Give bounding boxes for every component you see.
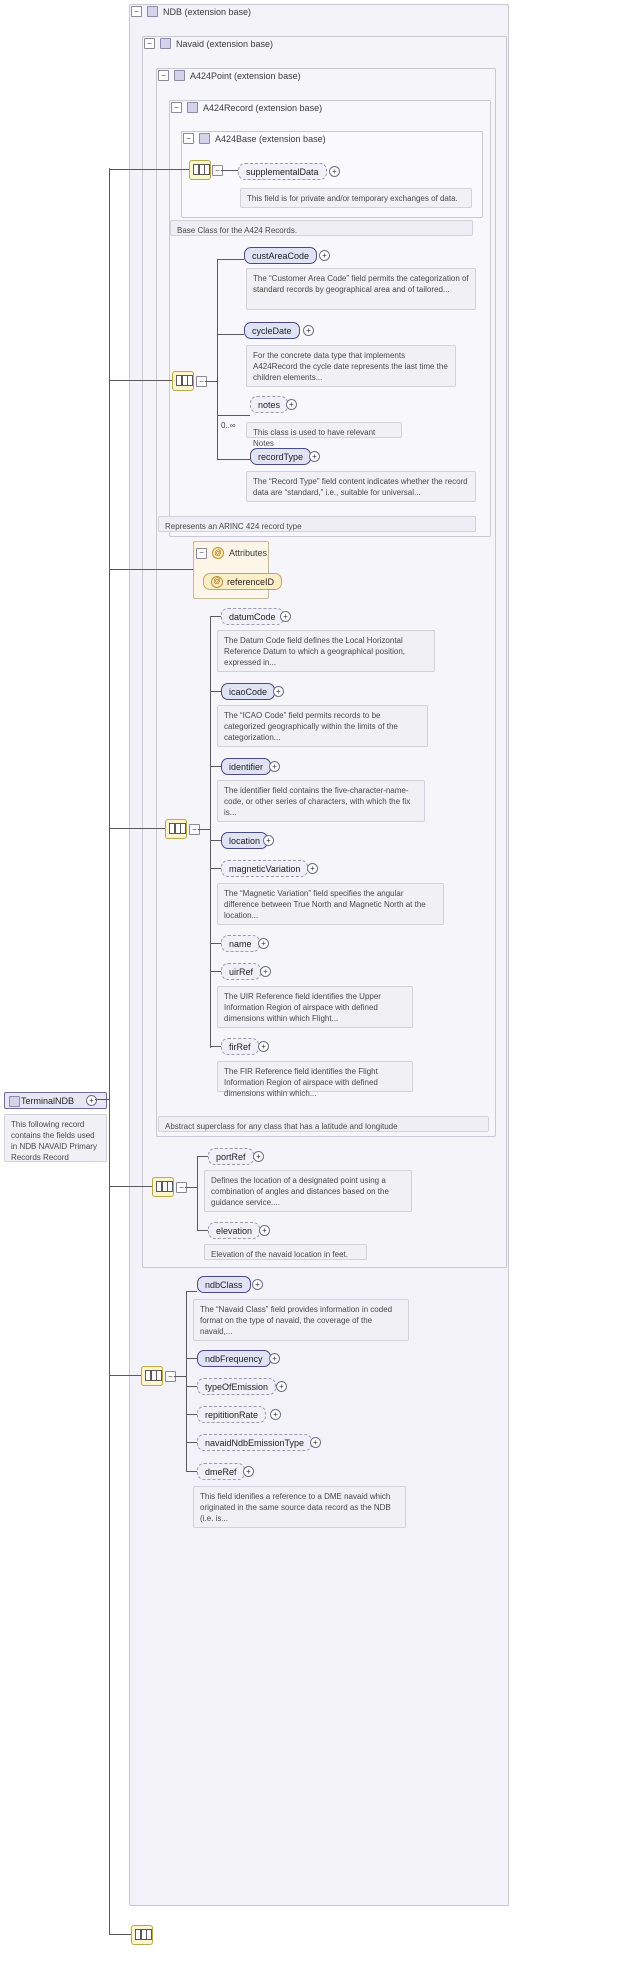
connector <box>109 828 165 829</box>
element-label: uirRef <box>229 966 254 977</box>
doc-firRef: The FIR Reference field identifies the Flight Information Region of airspace with defined dimensions within which... <box>217 1061 413 1092</box>
connector <box>174 1376 186 1377</box>
connector <box>217 415 250 416</box>
connector <box>221 170 238 171</box>
element-label: name <box>229 938 252 949</box>
doc-supplementalData: This field is for private and/or temporary exchanges of data. <box>240 188 472 208</box>
doc-custAreaCode: The “Customer Area Code” field permits the categorization of standard records by geographical area and of tailored... <box>246 268 476 310</box>
element-portRef[interactable] <box>208 1148 254 1165</box>
element-firRef[interactable] <box>221 1038 259 1055</box>
doc-ndbClass: The “Navaid Class” field provides information in coded format on the type of navaid, the coverage of the navaid,... <box>193 1299 409 1341</box>
connector <box>186 1358 197 1359</box>
connector <box>109 380 172 381</box>
expand-icon[interactable]: + <box>269 1353 280 1364</box>
type-icon <box>147 6 158 17</box>
root-label: TerminalNDB <box>21 1095 75 1106</box>
collapse-icon[interactable]: − <box>158 70 169 81</box>
sequence-icon-a424record[interactable] <box>172 371 194 391</box>
group-label: NDB (extension base) <box>163 6 252 17</box>
element-label: location <box>229 835 261 846</box>
sequence-icon-ndb[interactable] <box>141 1366 163 1386</box>
group-header-a424record <box>171 102 322 113</box>
element-label: ndbClass <box>205 1279 243 1290</box>
sequence-icon-bottom[interactable] <box>131 1925 153 1945</box>
expand-icon[interactable]: + <box>259 1225 270 1236</box>
connector <box>109 169 189 170</box>
collapse-icon[interactable]: − <box>196 376 207 387</box>
expand-icon[interactable]: + <box>263 835 274 846</box>
connector <box>210 943 221 944</box>
connector <box>197 1230 208 1231</box>
group-header-a424base <box>183 133 326 144</box>
expand-icon[interactable]: + <box>303 325 314 336</box>
element-label: custAreaCode <box>252 250 310 261</box>
element-datumCode[interactable] <box>221 608 284 625</box>
element-label: identifier <box>229 761 264 772</box>
collapse-icon[interactable]: − <box>131 6 142 17</box>
connector <box>95 1099 109 1100</box>
collapse-icon[interactable]: − <box>183 133 194 144</box>
expand-icon[interactable]: + <box>253 1151 264 1162</box>
collapse-icon[interactable]: − <box>196 548 207 559</box>
connector <box>197 1156 198 1230</box>
expand-icon[interactable]: + <box>243 1466 254 1477</box>
collapse-icon[interactable]: − <box>144 38 155 49</box>
element-identifier[interactable] <box>221 758 271 775</box>
type-icon <box>187 102 198 113</box>
sequence-icon-navaid[interactable] <box>152 1177 174 1197</box>
doc-recordType: The “Record Type” field content indicates whether the record data are “standard,” i.e., suitable for universal... <box>246 471 476 502</box>
type-icon <box>174 70 185 81</box>
element-label: supplementalData <box>246 166 319 177</box>
connector <box>186 1386 197 1387</box>
connector <box>186 1442 197 1443</box>
element-elevation[interactable] <box>208 1222 260 1239</box>
connector <box>186 1471 197 1472</box>
doc-magneticVariation: The “Magnetic Variation” field specifies the angular difference between True North and Magnetic North at the location... <box>217 883 444 925</box>
element-label: icaoCode <box>229 686 268 697</box>
element-label: dmeRef <box>205 1466 237 1477</box>
group-header-navaid <box>144 38 273 49</box>
doc-datumCode: The Datum Code field defines the Local Horizontal Reference Datum to which a geographical position, expressed in... <box>217 630 435 672</box>
expand-icon[interactable]: + <box>252 1279 263 1290</box>
connector <box>210 840 221 841</box>
attribute-label: referenceID <box>227 576 275 587</box>
element-label: recordType <box>258 451 304 462</box>
element-typeOfEmission[interactable] <box>197 1378 276 1395</box>
group-label: Navaid (extension base) <box>176 38 274 49</box>
element-cycleDate[interactable] <box>244 322 300 339</box>
doc-a424base-group: Base Class for the A424 Records. <box>170 220 473 236</box>
group-label: A424Point (extension base) <box>190 70 301 81</box>
sequence-icon-a424point[interactable] <box>165 819 187 839</box>
type-icon <box>199 133 210 144</box>
element-label: elevation <box>216 1225 253 1236</box>
collapse-icon[interactable]: − <box>171 102 182 113</box>
element-recordType[interactable] <box>250 448 311 465</box>
sequence-icon-a424base[interactable] <box>189 160 211 180</box>
root-documentation: This following record contains the fields used in NDB NAVAID Primary Records Record <box>4 1114 107 1162</box>
element-uirRef[interactable] <box>221 963 261 980</box>
collapse-icon[interactable]: − <box>212 165 223 176</box>
group-label: A424Record (extension base) <box>203 102 323 113</box>
expand-icon[interactable]: + <box>286 399 297 410</box>
element-label: repititionRate <box>205 1409 259 1420</box>
connector <box>210 616 221 617</box>
connector <box>205 381 217 382</box>
element-supplementalData[interactable] <box>238 163 327 180</box>
connector <box>198 829 210 830</box>
doc-cycleDate: For the concrete data type that implements A424Record the cycle date represents the last time the children elements... <box>246 345 456 387</box>
connector <box>186 1414 197 1415</box>
connector <box>109 1186 152 1187</box>
element-magneticVariation[interactable] <box>221 860 308 877</box>
connector <box>186 1291 197 1292</box>
expand-icon[interactable]: + <box>307 863 318 874</box>
attributes-header <box>196 547 267 559</box>
element-label: magneticVariation <box>229 863 301 874</box>
expand-icon[interactable]: + <box>329 166 340 177</box>
group-label: A424Base (extension base) <box>215 133 326 144</box>
element-dmeRef[interactable] <box>197 1463 245 1480</box>
connector <box>217 259 218 459</box>
connector <box>210 616 211 1048</box>
connector <box>217 459 250 460</box>
connector <box>210 766 221 767</box>
connector <box>109 569 193 570</box>
connector <box>217 259 244 260</box>
attribute-referenceID[interactable] <box>203 573 282 590</box>
doc-elevation: Elevation of the navaid location in feet. <box>204 1244 367 1260</box>
element-icon <box>9 1096 20 1107</box>
doc-icaoCode: The “ICAO Code” field permits records to be categorized geographically within the limits of the categorization... <box>217 705 428 747</box>
type-icon <box>160 38 171 49</box>
attributes-label: Attributes <box>229 548 268 558</box>
element-label: notes <box>258 399 281 410</box>
element-location[interactable] <box>221 832 268 849</box>
connector <box>217 334 244 335</box>
collapse-icon[interactable]: − <box>165 1371 176 1382</box>
element-repititionRate[interactable] <box>197 1406 266 1423</box>
element-label: portRef <box>216 1151 246 1162</box>
doc-identifier: The identifier field contains the five-character-name-code, or other series of characters, with which the fix is... <box>217 780 425 822</box>
group-header-a424point <box>158 70 301 81</box>
connector <box>210 971 221 972</box>
expand-root-icon[interactable]: + <box>86 1095 97 1106</box>
attribute-icon: @ <box>211 576 223 588</box>
element-label: navaidNdbEmissionType <box>205 1437 305 1448</box>
doc-dmeRef: This field idenifies a reference to a DME navaid which originated in the same source data record as the NDB (i.e. is... <box>193 1486 406 1528</box>
connector <box>109 168 110 1935</box>
expand-icon[interactable]: + <box>260 966 271 977</box>
group-header-ndb <box>131 6 251 17</box>
expand-icon[interactable]: + <box>310 1437 321 1448</box>
element-navaidNdbEmissionType[interactable] <box>197 1434 312 1451</box>
element-label: typeOfEmission <box>205 1381 269 1392</box>
doc-notes: This class is used to have relevant Notes <box>246 422 402 438</box>
connector <box>185 1187 197 1188</box>
expand-icon[interactable]: + <box>270 1409 281 1420</box>
connector <box>210 868 221 869</box>
attribute-icon: @ <box>212 547 224 559</box>
expand-icon[interactable]: + <box>273 686 284 697</box>
element-icaoCode[interactable] <box>221 683 275 700</box>
doc-uirRef: The UIR Reference field identifies the Upper Information Region of airspace with defined dimensions within which Flight... <box>217 986 413 1028</box>
expand-icon[interactable]: + <box>309 451 320 462</box>
cardinality-notes: 0..∞ <box>221 421 236 430</box>
expand-icon[interactable]: + <box>258 1041 269 1052</box>
expand-icon[interactable]: + <box>280 611 291 622</box>
expand-icon[interactable]: + <box>258 938 269 949</box>
connector <box>109 1934 131 1935</box>
doc-portRef: Defines the location of a designated point using a combination of angles and distances based on the guidance service.... <box>204 1170 412 1212</box>
connector <box>186 1291 187 1471</box>
element-label: cycleDate <box>252 325 292 336</box>
collapse-icon[interactable]: − <box>189 824 200 835</box>
doc-a424point-group: Abstract superclass for any class that has a latitude and longitude <box>158 1116 489 1132</box>
element-custAreaCode[interactable] <box>244 247 317 264</box>
expand-icon[interactable]: + <box>319 250 330 261</box>
element-label: ndbFrequency <box>205 1353 263 1364</box>
collapse-icon[interactable]: − <box>176 1182 187 1193</box>
element-ndbFrequency[interactable] <box>197 1350 271 1367</box>
element-label: firRef <box>229 1041 251 1052</box>
connector <box>109 1375 141 1376</box>
element-notes[interactable] <box>250 396 288 413</box>
element-label: datumCode <box>229 611 276 622</box>
connector <box>197 1156 208 1157</box>
element-name[interactable] <box>221 935 260 952</box>
expand-icon[interactable]: + <box>269 761 280 772</box>
element-ndbClass[interactable] <box>197 1276 251 1293</box>
doc-a424record-group: Represents an ARINC 424 record type <box>158 516 476 532</box>
connector <box>210 1046 221 1047</box>
expand-icon[interactable]: + <box>276 1381 287 1392</box>
connector <box>210 691 221 692</box>
